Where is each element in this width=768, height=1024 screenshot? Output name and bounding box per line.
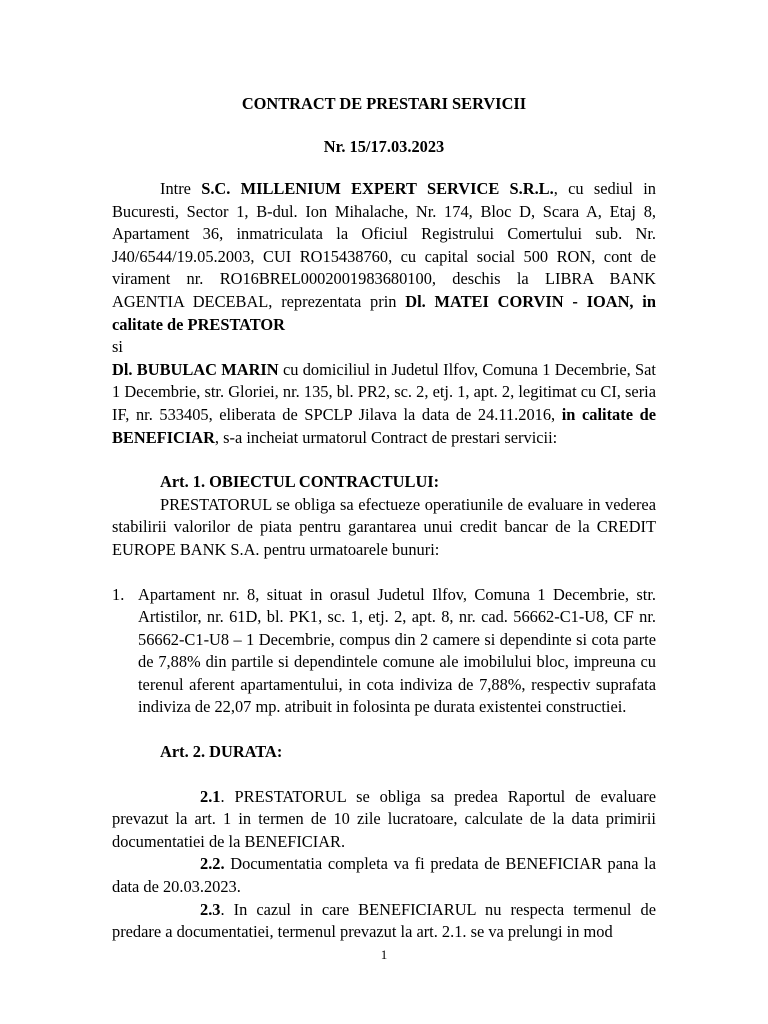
- clause-text: . PRESTATORUL se obliga sa predea Raportul de evaluare prevazut la art. 1 in termen de 10 zile lucratoare, calculate de la data primirii documentatiei de la BENEFICIAR.: [112, 786, 656, 851]
- text-run: , s-a incheiat urmatorul Contract de prestari servicii:: [214, 427, 558, 447]
- article-1-text: PRESTATORUL se obliga sa efectueze operatiunile de evaluare in vederea stabilirii valorilor de piata pentru garantarea unui credit bancar de la CREDIT EUROPE BANK S.A. pentru urmatoarele bunuri:: [112, 494, 656, 559]
- list-item-number: 1.: [112, 584, 125, 604]
- prestator-paragraph: [112, 178, 656, 336]
- clause-number: 2.3: [200, 899, 221, 919]
- clause-text: Documentatia completa va fi predata de BENEFICIAR pana la data de 20.03.2023.: [112, 854, 656, 897]
- list-item: [112, 584, 656, 720]
- document-body: [112, 178, 656, 944]
- contract-title: CONTRACT DE PRESTARI SERVICII: [241, 94, 527, 113]
- beneficiar-paragraph: [112, 359, 656, 449]
- list-item-text: Apartament nr. 8, situat in orasul Judetul Ilfov, Comuna 1 Decembrie, str. Artistilor, nr. 61D, bl. PK1, sc. 1, etj. 2, apt. 8, nr. cad. 56662-C1-U8, CF nr. 56662-C1-U8 – 1 Decembrie, compus din 2 camere si dependinte si cota parte de 7,88% din partile si dependintele comune ale imobilului bloc, impreuna cu terenul aferent apartamentului, in cota indiviza de 7,88%, respectiv suprafata indiviza de 22,07 mp. atribuit in folosinta pe durata existentei constructiei.: [138, 584, 656, 717]
- clause-text: . In cazul in care BENEFICIARUL nu respecta termenul de predare a documentatiei, termenul prevazut la art. 2.1. se va prelungi in mod: [112, 899, 656, 942]
- prestator-company: S.C. MILLENIUM EXPERT SERVICE S.R.L.: [201, 179, 554, 198]
- article-2-heading: Art. 2. DURATA:: [160, 742, 283, 762]
- clause-2-3: [112, 899, 656, 944]
- article-1-heading: Art. 1. OBIECTUL CONTRACTULUI:: [160, 472, 440, 492]
- page-number: 1: [380, 947, 388, 962]
- clause-number: 2.1: [200, 786, 221, 806]
- prestator-representative: Dl. MATEI CORVIN - IOAN, in calitate de PRESTATOR: [112, 291, 656, 334]
- conjunction: si: [112, 337, 123, 357]
- clause-number: 2.2.: [200, 854, 225, 874]
- clause-2-1: [112, 786, 656, 854]
- text-run: cu domiciliul in Judetul Ilfov, Comuna 1 Decembrie, Sat 1 Decembrie, str. Gloriei, nr. 135, bl. PR2, sc. 2, etj. 1, apt. 2, legitimat cu CI, seria IF, nr. 533405, eliberata de SPCLP Jilava la data de 24.11.2016,: [112, 359, 656, 424]
- goods-list: [112, 584, 656, 720]
- contract-number: Nr. 15/17.03.2023: [323, 137, 445, 156]
- text-run: , cu sediul in Bucuresti, Sector 1, B-dul. Ion Mihalache, Nr. 174, Bloc D, Scara A, Etaj 8, Apartament 36, inmatriculata la Oficiul Registrului Comertului sub. Nr. J40/6544/19.05.2003, CUI RO15438760, cu capital social 500 RON, cont de virament nr. RO16BREL0002001983680100, deschis la LIBRA BANK AGENTIA DECEBAL, reprezentata prin: [112, 179, 656, 311]
- beneficiar-name: Dl. BUBULAC MARIN: [112, 359, 279, 379]
- beneficiar-role: in calitate de BENEFICIAR: [112, 404, 656, 447]
- clause-2-2: [112, 853, 656, 898]
- text-run: Intre: [160, 179, 202, 198]
